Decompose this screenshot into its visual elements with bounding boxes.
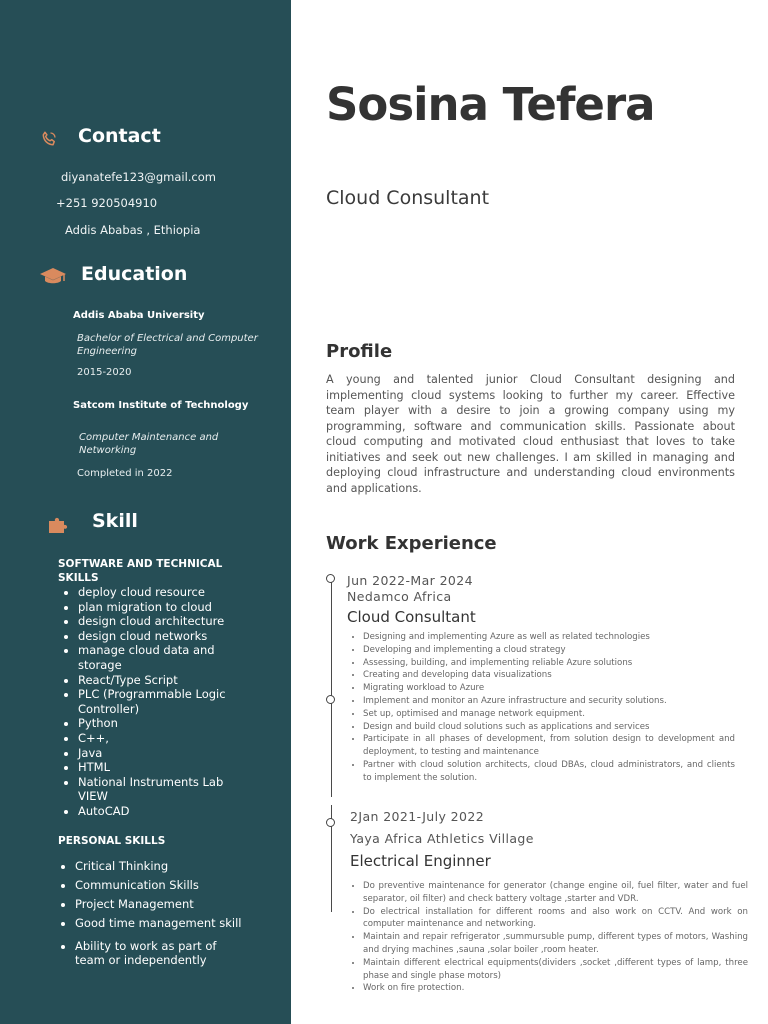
education-school-1: Addis Ababa University xyxy=(73,310,205,321)
candidate-name: Sosina Tefera xyxy=(326,78,655,131)
list-item: • design cloud architecture xyxy=(78,614,248,629)
timeline-dot xyxy=(326,695,335,704)
personal-skills-heading: PERSONAL SKILLS xyxy=(58,835,166,847)
graduation-cap-icon xyxy=(39,266,67,286)
technical-skills-heading: SOFTWARE AND TECHNICAL SKILLS xyxy=(58,558,223,584)
list-item: • Do preventive maintenance for generator (change engine oil, fuel filter, water and fuel separator, oil filter) and check battery voltage ,starter and VDR. xyxy=(363,880,748,906)
contact-phone[interactable]: +251 920504910 xyxy=(56,196,158,210)
list-item: • Partner with cloud solution architects, cloud DBAs, cloud administrators, and clients to implement the solution. xyxy=(363,759,735,785)
list-item: • plan migration to cloud xyxy=(78,600,248,615)
job-duties-1 xyxy=(347,631,735,785)
timeline-line xyxy=(331,582,332,797)
list-item: • design cloud networks xyxy=(78,629,248,644)
sidebar xyxy=(0,0,291,1024)
job-title-2: Electrical Enginner xyxy=(350,852,491,870)
list-item: • Project Management xyxy=(75,897,245,912)
job-company-1: Nedamco Africa xyxy=(347,589,452,604)
list-item: • manage cloud data and storage xyxy=(78,643,248,672)
list-item: • Creating and developing data visualizations xyxy=(363,669,735,682)
list-item: • Maintain and repair refrigerator ,summursuble pump, different types of motors, Washing and drying machines ,sauna ,solar boiler ,room heater. xyxy=(363,931,748,957)
list-item: • Assessing, building, and implementing reliable Azure solutions xyxy=(363,657,735,670)
job-duties-2 xyxy=(347,880,748,995)
education-title: Education xyxy=(81,263,188,285)
list-item: • deploy cloud resource xyxy=(78,585,248,600)
education-school-2: Satcom Institute of Technology xyxy=(73,400,249,411)
list-item: • Java xyxy=(78,746,248,761)
list-item: • AutoCAD xyxy=(78,804,248,819)
list-item: • Good time management skill xyxy=(75,916,245,931)
list-item: • C++, xyxy=(78,731,248,746)
candidate-role: Cloud Consultant xyxy=(326,187,490,209)
puzzle-icon xyxy=(47,515,71,535)
list-item: • Designing and implementing Azure as well as related technologies xyxy=(363,631,735,644)
list-item: • Maintain different electrical equipments(dividers ,socket ,different types of lamp, three phase and single phase motors) xyxy=(363,957,748,983)
timeline-dot xyxy=(326,574,335,583)
list-item: • Migrating workload to Azure xyxy=(363,682,735,695)
list-item: • React/Type Script xyxy=(78,673,248,688)
work-experience-title: Work Experience xyxy=(326,533,497,554)
timeline-dot xyxy=(326,818,335,827)
contact-address: Addis Ababas , Ethiopia xyxy=(65,223,201,237)
job-title-1: Cloud Consultant xyxy=(347,608,476,626)
list-item: • Communication Skills xyxy=(75,878,245,893)
list-item: • Work on fire protection. xyxy=(363,982,748,995)
job-company-2: Yaya Africa Athletics Village xyxy=(350,831,534,846)
list-item: • Do electrical installation for different rooms and also work on CCTV. And work on computer maintenance and networking. xyxy=(363,906,748,932)
list-item: • Participate in all phases of development, from solution design to development and deployment, to testing and maintenance xyxy=(363,733,735,759)
technical-skills-list xyxy=(58,585,248,819)
profile-title: Profile xyxy=(326,341,393,362)
skill-title: Skill xyxy=(92,510,138,532)
list-item: • National Instruments Lab VIEW xyxy=(78,775,248,804)
education-degree-2: Computer Maintenance and Networking xyxy=(79,432,219,456)
list-item: • Implement and monitor an Azure infrastructure and security solutions. xyxy=(363,695,735,708)
list-item: • Ability to work as part of team or independently xyxy=(75,939,245,968)
education-date-2: Completed in 2022 xyxy=(77,468,173,479)
education-degree-1: Bachelor of Electrical and Computer Engineering xyxy=(77,333,258,357)
profile-text: A young and talented junior Cloud Consultant designing and implementing cloud systems looking to further my career. Effective team player with a desire to join a growing company using my programming, software and communication skills. Passionate about cloud computing and motivated cloud enthusiast that loves to take initiatives and seek out new challenges. I am skilled in managing and deploying cloud infrastructure and understanding cloud environments and applications. xyxy=(326,373,735,495)
contact-email[interactable]: diyanatefe123@gmail.com xyxy=(61,170,216,184)
list-item: • Developing and implementing a cloud strategy xyxy=(363,644,735,657)
contact-title: Contact xyxy=(78,125,161,147)
phone-icon xyxy=(40,130,58,148)
main-content xyxy=(291,0,768,1024)
job-date-1: Jun 2022-Mar 2024 xyxy=(347,573,473,588)
list-item: • Python xyxy=(78,716,248,731)
list-item: • Set up, optimised and manage network equipment. xyxy=(363,708,735,721)
list-item: • Design and build cloud solutions such as applications and services xyxy=(363,721,735,734)
education-date-1: 2015-2020 xyxy=(77,367,132,378)
list-item: • HTML xyxy=(78,760,248,775)
personal-skills-list xyxy=(58,859,245,968)
list-item: • Critical Thinking xyxy=(75,859,245,874)
job-date-2: 2Jan 2021-July 2022 xyxy=(350,809,485,824)
list-item: • PLC (Programmable Logic Controller) xyxy=(78,687,248,716)
